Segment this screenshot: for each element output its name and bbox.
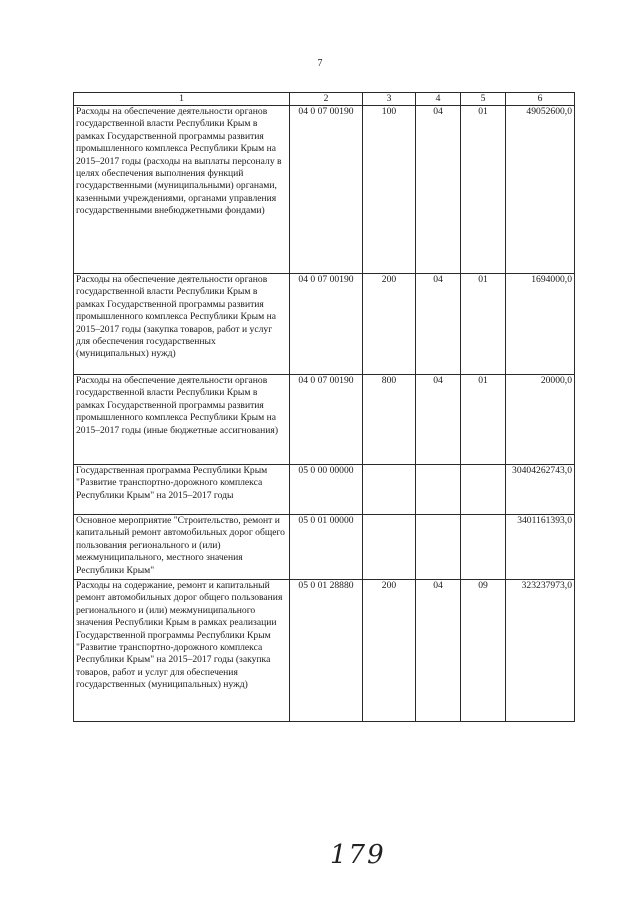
row-expense-type-cell [363, 465, 416, 515]
column-header-6: 6 [506, 93, 575, 106]
row-name-cell: Государственная программа Республики Крым "Развитие транспортно-дорожного комплекса Республики Крым" на 2015–2017 годы [74, 465, 290, 515]
page-number: 7 [317, 58, 323, 69]
row-expense-type-cell: 200 [363, 580, 416, 722]
row-subsection-cell: 01 [461, 106, 506, 274]
table-header-row [74, 93, 575, 106]
row-name-cell: Основное мероприятие "Строительство, ремонт и капитальный ремонт автомобильных дорог общего пользования регионального и (или) межмуниципального, местного значения Республики Крым" [74, 515, 290, 580]
row-subsection-cell: 01 [461, 375, 506, 465]
row-amount-cell: 323237973,0 [506, 580, 575, 722]
table-row [74, 274, 575, 375]
column-header-3: 3 [363, 93, 416, 106]
row-subsection-cell: 09 [461, 580, 506, 722]
row-target-article-cell: 05 0 01 00000 [290, 515, 363, 580]
row-expense-type-cell [363, 515, 416, 580]
row-subsection-cell [461, 515, 506, 580]
row-name-cell: Расходы на содержание, ремонт и капитальный ремонт автомобильных дорог общего пользования регионального и (или) межмуниципального значения Республики Крым в рамках реализации Государственной программы Республики Крым "Развитие транспортно-дорожного комплекса Республики Крым" на 2015–2017 годы (закупка товаров, работ и услуг для обеспечения государственных (муниципальных) нужд) [74, 580, 290, 722]
row-section-cell [416, 515, 461, 580]
row-expense-type-cell: 200 [363, 274, 416, 375]
column-header-1: 1 [74, 93, 290, 106]
row-target-article-cell: 04 0 07 00190 [290, 106, 363, 274]
row-subsection-cell [461, 465, 506, 515]
row-amount-cell: 1694000,0 [506, 274, 575, 375]
row-expense-type-cell: 100 [363, 106, 416, 274]
table-row [74, 375, 575, 465]
row-target-article-cell: 05 0 01 28880 [290, 580, 363, 722]
row-target-article-cell: 04 0 07 00190 [290, 375, 363, 465]
table-row [74, 106, 575, 274]
row-subsection-cell: 01 [461, 274, 506, 375]
row-amount-cell: 30404262743,0 [506, 465, 575, 515]
budget-table [73, 92, 575, 722]
row-target-article-cell: 05 0 00 00000 [290, 465, 363, 515]
row-expense-type-cell: 800 [363, 375, 416, 465]
table-row [74, 515, 575, 580]
column-header-5: 5 [461, 93, 506, 106]
row-section-cell: 04 [416, 375, 461, 465]
row-section-cell: 04 [416, 106, 461, 274]
column-header-2: 2 [290, 93, 363, 106]
row-amount-cell: 20000,0 [506, 375, 575, 465]
row-name-cell: Расходы на обеспечение деятельности органов государственной власти Республики Крым в рамках Государственной программы развития промышленного комплекса Республики Крым на 2015–2017 годы (закупка товаров, работ и услуг для обеспечения государственных (муниципальных) нужд) [74, 274, 290, 375]
row-amount-cell: 3401161393,0 [506, 515, 575, 580]
handwritten-page-signature: 179 [330, 840, 386, 870]
row-target-article-cell: 04 0 07 00190 [290, 274, 363, 375]
column-header-4: 4 [416, 93, 461, 106]
row-name-cell: Расходы на обеспечение деятельности органов государственной власти Республики Крым в рамках Государственной программы развития промышленного комплекса Республики Крым на 2015–2017 годы (расходы на выплаты персоналу в целях обеспечения выполнения функций государственными (муниципальными) органами, казенными учреждениями, органами управления государственными внебюджетными фондами) [74, 106, 290, 274]
row-amount-cell: 49052600,0 [506, 106, 575, 274]
row-section-cell: 04 [416, 580, 461, 722]
table-row [74, 465, 575, 515]
row-section-cell [416, 465, 461, 515]
row-name-cell: Расходы на обеспечение деятельности органов государственной власти Республики Крым в рамках Государственной программы развития промышленного комплекса Республики Крым на 2015–2017 годы (иные бюджетные ассигнования) [74, 375, 290, 465]
table-row [74, 580, 575, 722]
row-section-cell: 04 [416, 274, 461, 375]
